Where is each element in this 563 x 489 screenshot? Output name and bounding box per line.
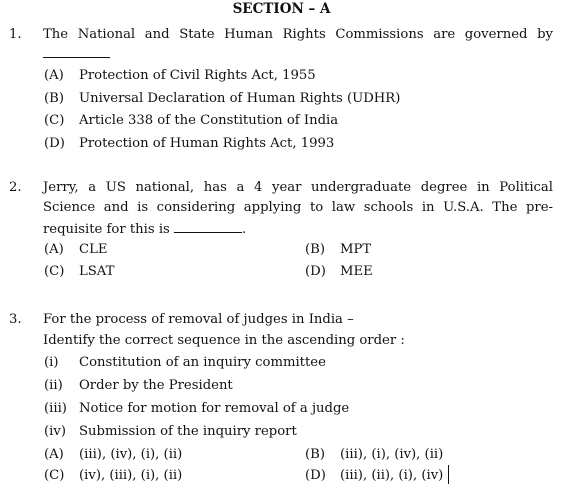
- option-text: Protection of Civil Rights Act, 1955: [79, 68, 316, 83]
- option-letter: (A): [44, 242, 64, 257]
- text-cursor: [448, 465, 449, 484]
- item-label: (iv): [44, 424, 66, 439]
- question-text-line: Identify the correct sequence in the ascending order :: [43, 333, 405, 348]
- item-label: (ii): [44, 378, 63, 393]
- option-text: (iii), (ii), (i), (iv): [340, 468, 444, 483]
- question-text: The National and State Human Rights Commissions are governed by: [43, 27, 553, 42]
- item-text: Constitution of an inquiry committee: [79, 355, 326, 370]
- section-title: SECTION – A: [232, 1, 331, 17]
- option-letter: (B): [305, 242, 325, 257]
- question-text-fragment: requisite for this is: [43, 222, 170, 237]
- option-text: (iii), (iv), (i), (ii): [79, 447, 183, 462]
- question-text-line: Science and is considering applying to law schools in U.S.A. The pre-: [43, 200, 553, 215]
- option-text: CLE: [79, 242, 108, 257]
- option-text: (iv), (iii), (i), (ii): [79, 468, 183, 483]
- option-letter: (C): [44, 264, 65, 279]
- option-text: Universal Declaration of Human Rights (UDHR): [79, 91, 401, 106]
- question-number: 2.: [9, 180, 22, 195]
- question-number: 3.: [9, 312, 22, 327]
- option-letter: (B): [44, 91, 64, 106]
- question-text-line: For the process of removal of judges in India –: [43, 312, 354, 327]
- option-text: MEE: [340, 264, 373, 279]
- option-letter: (A): [44, 447, 64, 462]
- option-letter: (C): [44, 113, 65, 128]
- answer-blank: [43, 44, 110, 64]
- question-text-fragment: .: [242, 222, 247, 237]
- option-letter: (D): [305, 264, 326, 279]
- option-letter: (C): [44, 468, 65, 483]
- option-text: LSAT: [79, 264, 115, 279]
- item-text: Order by the President: [79, 378, 233, 393]
- option-letter: (B): [305, 447, 325, 462]
- item-text: Submission of the inquiry report: [79, 424, 297, 439]
- option-text: Article 338 of the Constitution of India: [79, 113, 339, 128]
- item-text: Notice for motion for removal of a judge: [79, 401, 350, 416]
- item-label: (iii): [44, 401, 67, 416]
- question-text-line: [43, 219, 246, 239]
- option-text: Protection of Human Rights Act, 1993: [79, 136, 335, 151]
- question-text-line: Jerry, a US national, has a 4 year undergraduate degree in Political: [43, 180, 553, 195]
- option-letter: (D): [305, 468, 326, 483]
- answer-blank: [174, 219, 242, 233]
- question-number: 1.: [9, 27, 22, 42]
- option-letter: (D): [44, 136, 65, 151]
- option-text: MPT: [340, 242, 372, 257]
- item-label: (i): [44, 355, 59, 370]
- option-letter: (A): [44, 68, 64, 83]
- option-text: (iii), (i), (iv), (ii): [340, 447, 444, 462]
